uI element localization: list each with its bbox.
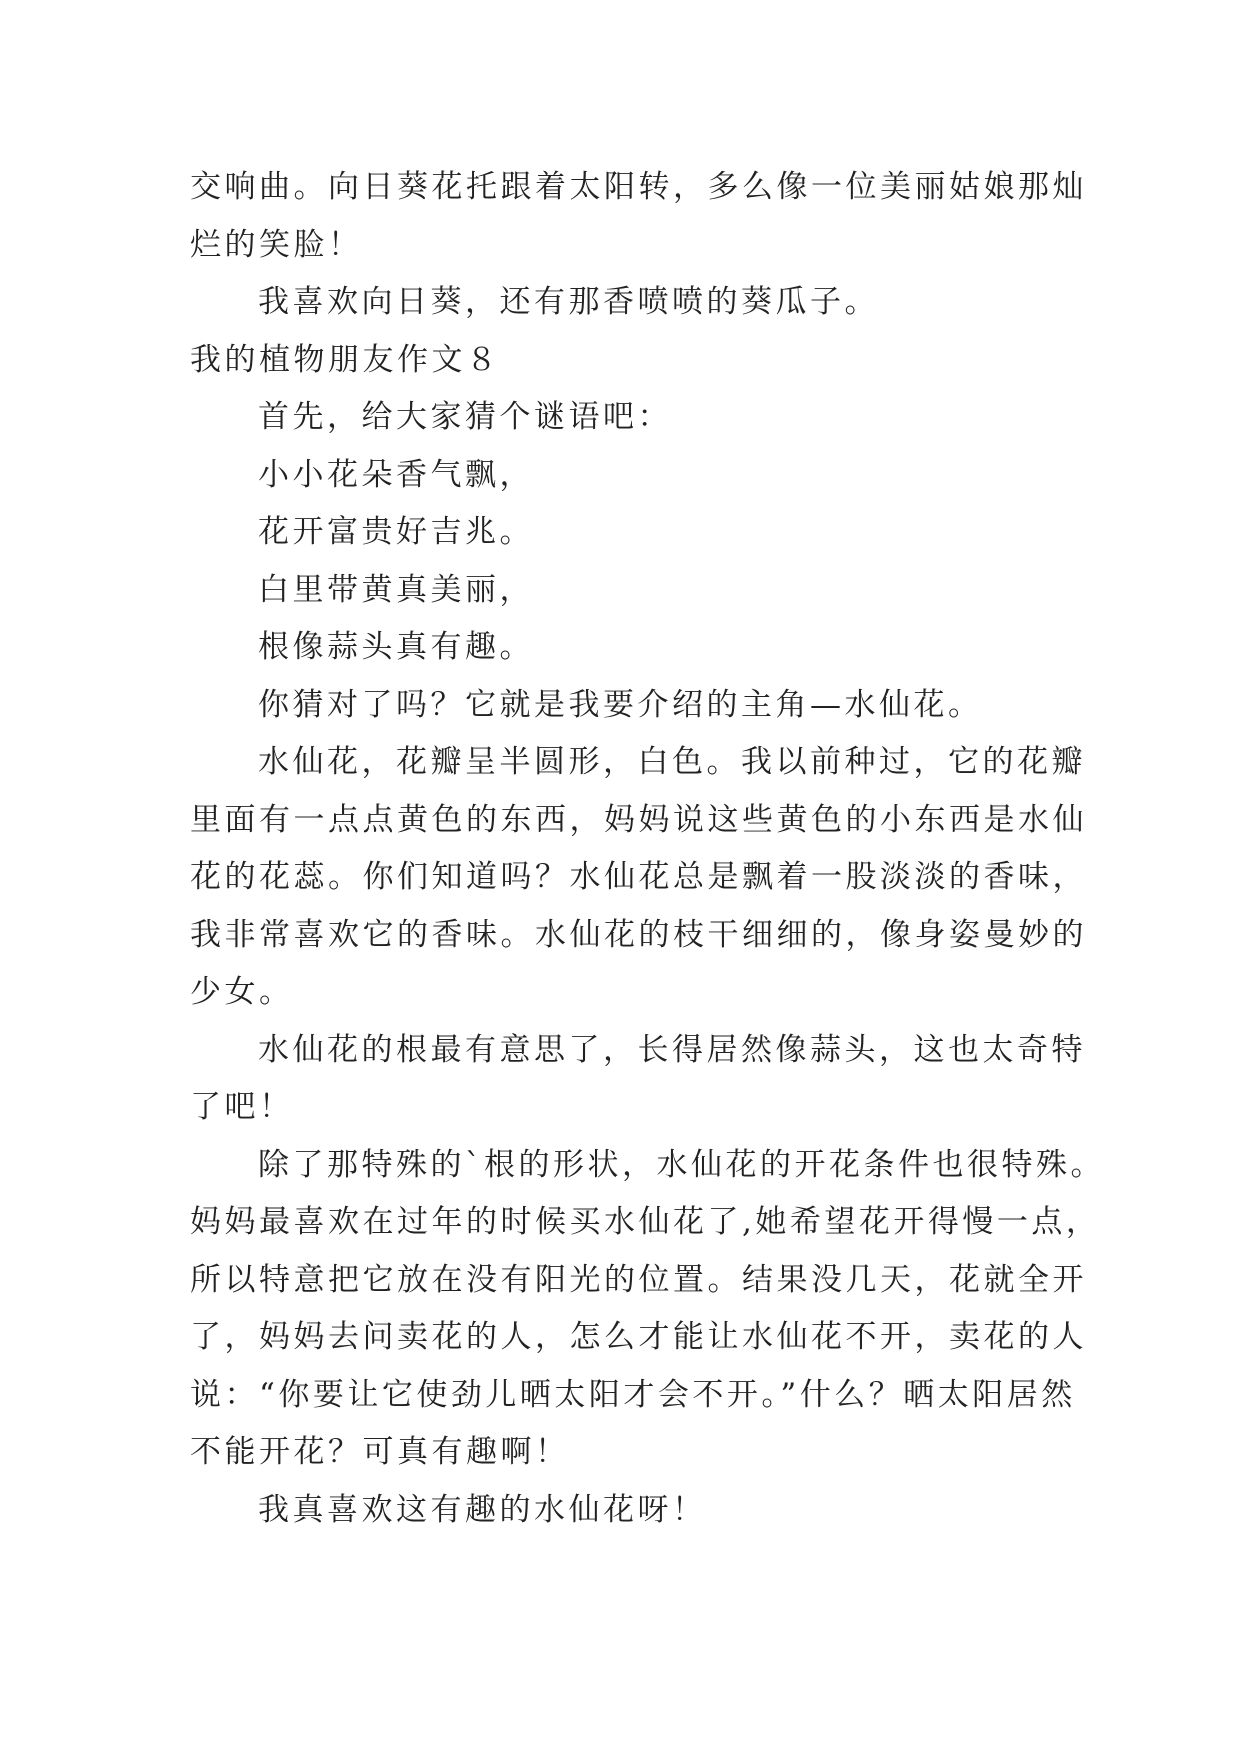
text-line: 你猜对了吗？它就是我要介绍的主角—水仙花。 bbox=[258, 686, 983, 723]
text-line: 妈妈最喜欢在过年的时候买水仙花了,她希望花开得慢一点， bbox=[190, 1204, 1101, 1240]
text-line: 除了那特殊的`根的形状，水仙花的开花条件也很特殊。 bbox=[258, 1146, 1105, 1183]
riddle-line: 白里带黄真美丽， bbox=[258, 571, 534, 608]
text-line: 水仙花，花瓣呈半圆形，白色。我以前种过，它的花瓣 bbox=[258, 744, 1086, 780]
text-line: 首先，给大家猜个谜语吧： bbox=[258, 399, 672, 435]
text-line: 水仙花的根最有意思了，长得居然像蒜头，这也太奇特 bbox=[258, 1031, 1086, 1068]
section-heading: 我的植物朋友作文８ bbox=[190, 341, 501, 378]
text-line: 里面有一点点黄色的东西，妈妈说这些黄色的小东西是水仙 bbox=[190, 801, 1087, 838]
text-line: 交响曲。向日葵花托跟着太阳转，多么像一位美丽姑娘那灿 bbox=[190, 169, 1087, 205]
text-line: 不能开花？可真有趣啊！ bbox=[190, 1434, 570, 1470]
text-line: 了吧！ bbox=[190, 1089, 294, 1125]
document-body bbox=[190, 159, 1105, 1539]
text-line: 花的花蕊。你们知道吗？水仙花总是飘着一股淡淡的香味， bbox=[190, 859, 1087, 895]
text-line: 我喜欢向日葵，还有那香喷喷的葵瓜子。 bbox=[258, 284, 879, 320]
text-line: 少女。 bbox=[190, 974, 294, 1010]
text-line: 我真喜欢这有趣的水仙花呀！ bbox=[258, 1491, 707, 1528]
riddle-line: 根像蒜头真有趣。 bbox=[258, 629, 534, 665]
text-line: 我非常喜欢它的香味。水仙花的枝干细细的，像身姿曼妙的 bbox=[190, 916, 1087, 953]
riddle-line: 花开富贵好吉兆。 bbox=[258, 514, 534, 550]
text-line: 说：“你要让它使劲儿晒太阳才会不开。”什么？晒太阳居然 bbox=[190, 1376, 1076, 1413]
riddle-line: 小小花朵香气飘， bbox=[258, 456, 534, 493]
text-line: 烂的笑脸！ bbox=[190, 226, 363, 263]
text-line: 所以特意把它放在没有阳光的位置。结果没几天，花就全开 bbox=[190, 1261, 1087, 1298]
text-line: 了，妈妈去问卖花的人，怎么才能让水仙花不开，卖花的人 bbox=[190, 1319, 1087, 1355]
